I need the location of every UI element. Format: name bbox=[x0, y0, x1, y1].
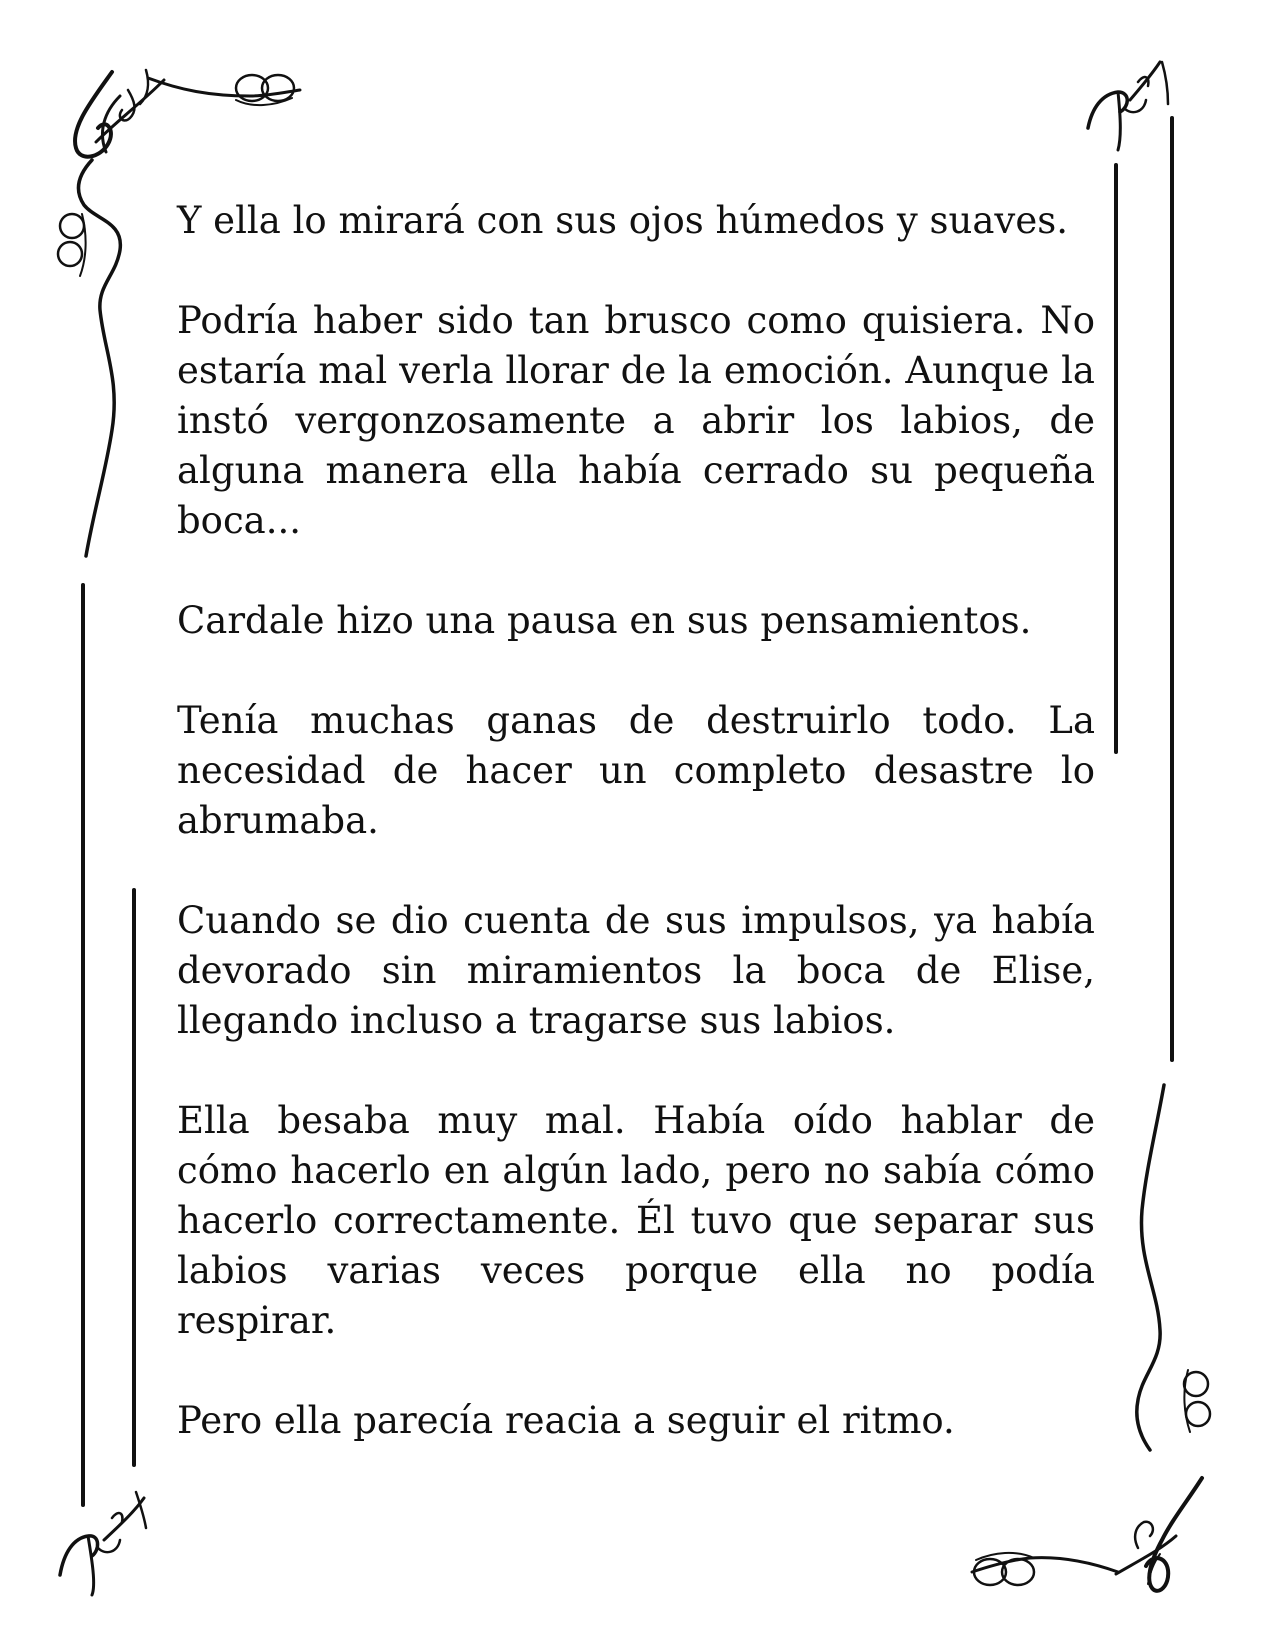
body-text bbox=[177, 196, 1095, 1446]
paragraph: Cuando se dio cuenta de sus impulsos, ya había devorado sin miramientos la boca de Elise, llegando incluso a tragarse sus labios. bbox=[177, 899, 1095, 1042]
paragraph: Y ella lo mirará con sus ojos húmedos y suaves. bbox=[177, 199, 1068, 242]
flourish-top-right-icon bbox=[1088, 62, 1168, 150]
flourish-bottom-left-icon bbox=[60, 1492, 146, 1595]
paragraph: Tenía muchas ganas de destruirlo todo. La necesidad de hacer un completo desastre lo abrumaba. bbox=[177, 699, 1095, 842]
paragraph: Cardale hizo una pausa en sus pensamientos. bbox=[177, 599, 1032, 642]
paragraph: Ella besaba muy mal. Había oído hablar de cómo hacerlo en algún lado, pero no sabía cómo hacerlo correctamente. Él tuvo que separar sus labios varias veces porque ella no podía respirar. bbox=[177, 1099, 1095, 1342]
paragraph: Podría haber sido tan brusco como quisiera. No estaría mal verla llorar de la emoción. Aunque la instó vergonzosamente a abrir los labios, de alguna manera ella había cerrado su pequeña boca... bbox=[177, 299, 1095, 542]
paragraph: Pero ella parecía reacia a seguir el ritmo. bbox=[177, 1399, 955, 1442]
